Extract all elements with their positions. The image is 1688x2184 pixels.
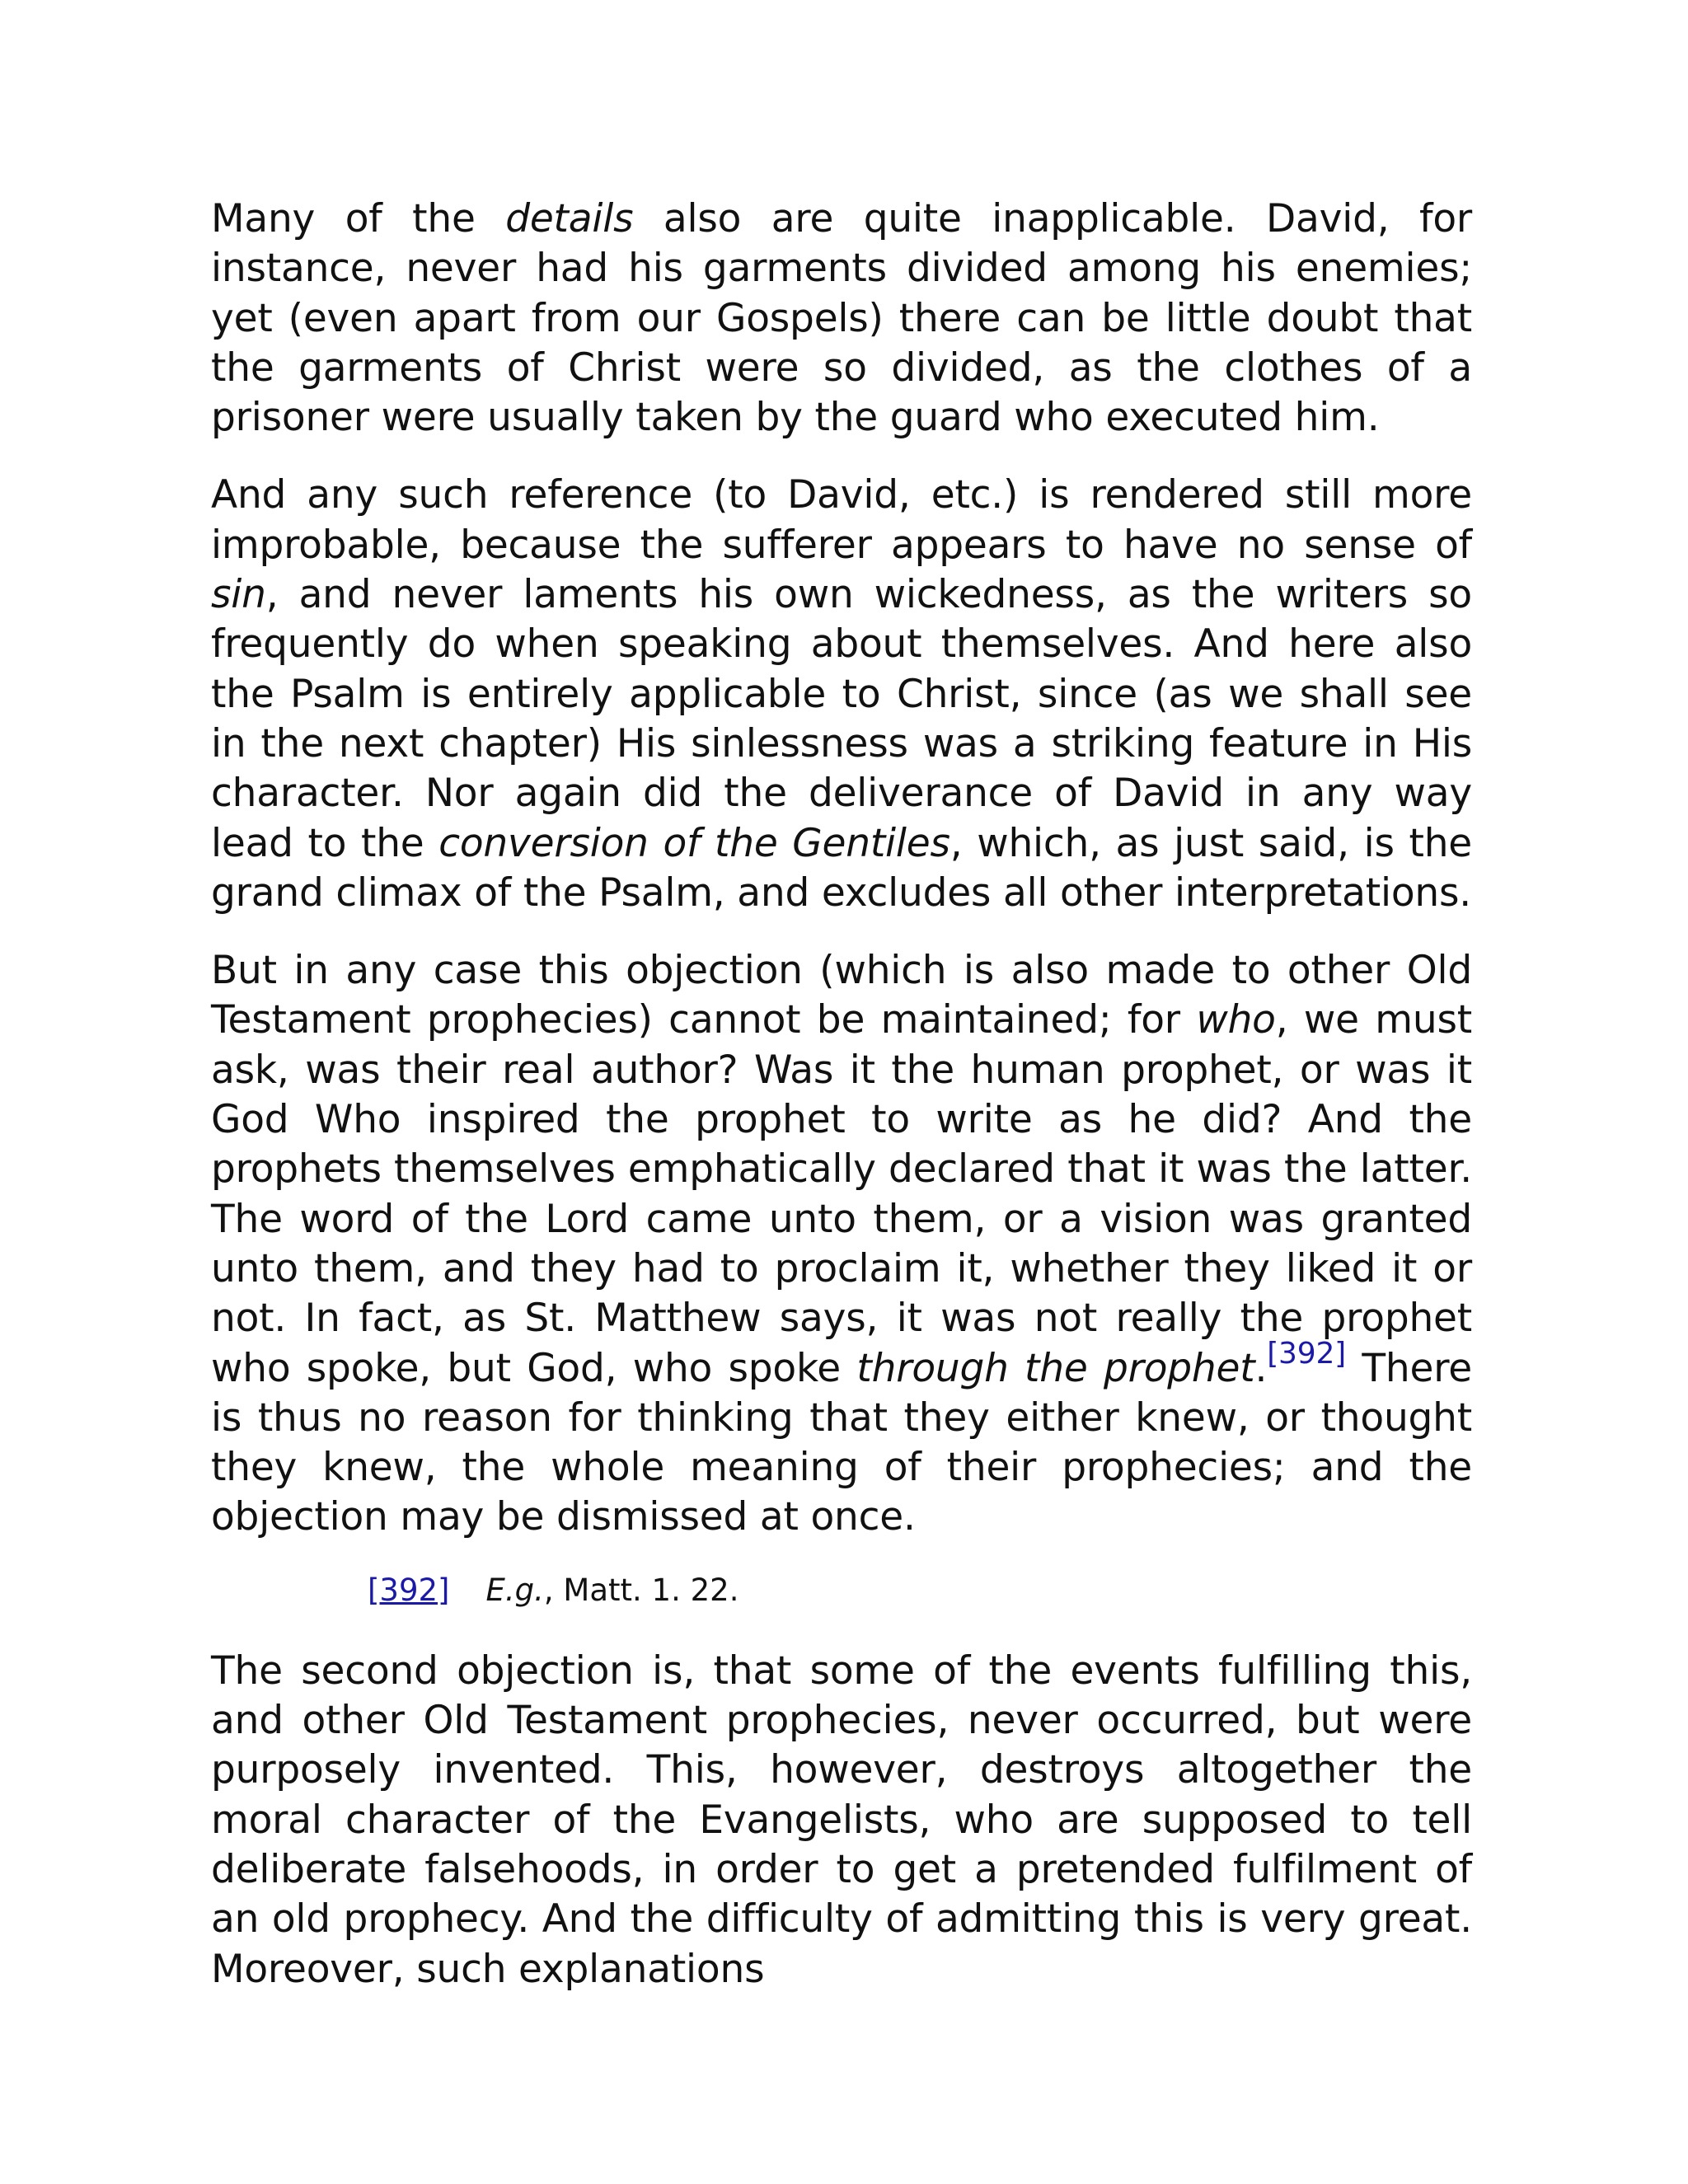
paragraph-details-inapplicable [211,194,1472,443]
paragraph-real-author [211,946,1472,1543]
document-page [211,194,1472,2022]
paragraph-text: . [1254,1345,1268,1391]
emphasis-sin: sin [211,572,266,618]
footnote-abbrev: E.g. [485,1572,544,1608]
paragraph-text: , which, as just said, is the grand climax of the Psalm, and excludes all other interpretations. [211,820,1472,916]
footnote-text: , Matt. 1. 22. [543,1572,739,1608]
paragraph-second-objection [211,1647,1472,1994]
emphasis-who: who [1196,997,1276,1043]
paragraph-text: Many of the [211,196,506,241]
paragraph-text: The second objection is, that some of the events fulfilling this, and other Old Testament prophecies, never occurred, but were purposely invented. This, however, destroys altogether the moral character of the Evangelists, who are supposed to tell deliberate falsehoods, in order to get a pretended fulfilment of an old prophecy. And the difficulty of admitting this is very great. Moreover, such explanations [211,1647,1472,1992]
paragraph-text: But in any case this objection (which is also made to other Old Testament prophecies) cannot be maintained; for [211,948,1472,1043]
emphasis-through-the-prophet: through the prophet [856,1345,1255,1391]
footnote-392 [368,1571,1472,1610]
paragraph-text: And any such reference (to David, etc.) is rendered still more improbable, because the sufferer appears to have no sense of [211,472,1472,568]
paragraph-text: also are quite inapplicable. David, for instance, never had his garments divided among his enemies; yet (even apart from our Gospels) there can be little doubt that the garments of Christ were so divided, as the clothes of a prisoner were usually taken by the guard who executed him. [211,196,1473,441]
emphasis-details: details [505,196,634,241]
paragraph-text: , we must ask, was their real author? Was it the human prophet, or was it God Who inspired the prophet to write as he did? And the prophets themselves emphatically declared that it was the latter. The word of the Lord came unto them, or a vision was granted unto them, and they had to proclaim it, whether they liked it or not. In fact, as St. Matthew says, it was not really the prophet who spoke, but God, who spoke [211,997,1472,1391]
footnote-reference-link[interactable]: [392] [1267,1336,1347,1371]
paragraph-sense-of-sin [211,471,1472,918]
paragraph-text: There is thus no reason for thinking that they either knew, or thought they knew, the whole meaning of their prophecies; and the objection may be dismissed at once. [211,1345,1473,1540]
emphasis-conversion-of-gentiles: conversion of the Gentiles [438,820,950,866]
footnote-backlink[interactable]: [392] [368,1572,450,1608]
paragraph-text: , and never laments his own wickedness, as the writers so frequently do when speaking about themselves. And here also the Psalm is entirely applicable to Christ, since (as we shall see in the next chapter) His sinlessness was a striking feature in His character. Nor again did the deliverance of David in any way lead to the [211,572,1472,866]
